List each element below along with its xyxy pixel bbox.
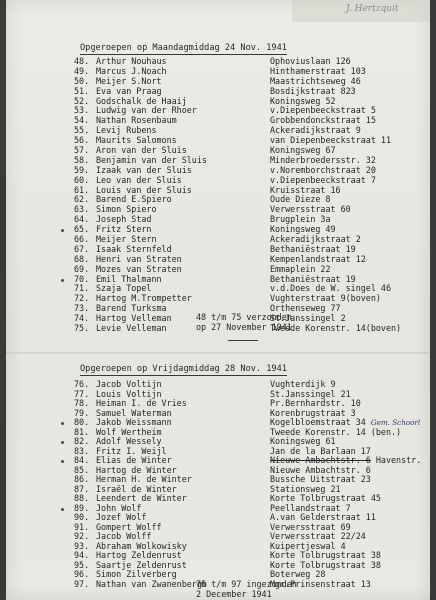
list-item <box>6 57 430 67</box>
address-text: Vughterstraat 9(boven) <box>270 293 381 304</box>
list-item <box>6 225 430 235</box>
address-text: Peellandstraat 7 <box>270 502 351 513</box>
entry-name: Aron van der Sluis <box>96 145 187 156</box>
entry-number: 71. <box>74 283 90 294</box>
entry-number: 64. <box>74 214 90 225</box>
address-text: Nieuwe Ambachtstr. 6 <box>270 464 371 475</box>
address-text: Jan de la Barlaan 17 <box>270 445 371 456</box>
entry-name: Hartog M.Trompetter <box>96 293 192 304</box>
address-text: v.d.Does de W. singel 46 <box>270 283 392 294</box>
entry-number: 56. <box>74 135 90 146</box>
address-text: A.van Gelderstraat 11 <box>270 512 376 522</box>
entry-name: Israël de Winter <box>96 483 177 494</box>
address-text: Tweede Korenstr. 14 (ben.) <box>270 426 402 437</box>
section1-note-1: 48 t/m 75 verzonden <box>196 312 292 322</box>
entry-name: Godschalk de Haaij <box>96 95 187 106</box>
margin-dot-mark <box>61 508 64 511</box>
address-text: Koningsweg 49 <box>270 224 336 235</box>
list-item <box>6 513 430 523</box>
list-item <box>6 67 430 77</box>
entry-name: Saartje Zeldenrust <box>96 559 187 570</box>
list-item <box>6 136 430 146</box>
list-item <box>6 523 430 533</box>
entry-number: 75. <box>74 323 90 334</box>
entry-name: Joseph Stad <box>96 214 152 225</box>
entry-name: Gompert Wolff <box>96 521 162 532</box>
entry-name: Louis van der Sluis <box>96 184 192 195</box>
entry-name: Wolf Wertheim <box>96 426 162 437</box>
entry-number: 57. <box>74 145 90 156</box>
entry-name: Herman H. de Winter <box>96 474 192 484</box>
entry-number: 94. <box>74 550 90 560</box>
entry-number: 50. <box>74 75 90 86</box>
address-text: Stationsweg 21 <box>270 483 341 494</box>
entry-number: 92. <box>74 531 90 541</box>
address-text: Ackeradijkstraat 9 <box>270 125 361 136</box>
entry-name: Barend Turksma <box>96 303 167 314</box>
entry-number: 68. <box>74 253 90 264</box>
list-item <box>6 235 430 245</box>
entry-name: Isaak Sternfeld <box>96 243 172 254</box>
entry-name: Samuel Waterman <box>96 407 172 418</box>
section1-list <box>6 57 430 334</box>
entry-number: 81. <box>74 426 90 437</box>
list-item <box>6 532 430 542</box>
address-text: Verwersstraat 22/24 <box>270 531 366 541</box>
entry-number: 53. <box>74 105 90 116</box>
entry-name: Adolf Wessely <box>96 436 162 446</box>
entry-name: Abraham Wolkowisky <box>96 540 187 551</box>
entry-name: Hartog Velleman <box>96 313 172 324</box>
entry-number: 55. <box>74 125 90 136</box>
entry-number: 97. <box>74 578 90 589</box>
list-item <box>6 428 430 438</box>
entry-number: 82. <box>74 436 90 446</box>
list-item <box>6 77 430 87</box>
margin-dot-mark <box>61 422 64 425</box>
entry-name: Elias de Winter <box>96 455 172 465</box>
entry-number: 90. <box>74 512 90 522</box>
entry-name: Nathan van Zwanenbergh <box>96 578 207 589</box>
entry-name: Fritz Stern <box>96 224 152 235</box>
entry-name: Szaja Topel <box>96 283 152 294</box>
address-text: Verwersstraat 60 <box>270 204 351 215</box>
entry-number: 95. <box>74 559 90 570</box>
struck-address: Nieuwe Ambachtstr. 6 <box>270 455 371 465</box>
entry-name: Mozes van Straten <box>96 263 182 274</box>
address-text: van Diepenbeeckstraat 11 <box>270 135 392 146</box>
entry-number: 93. <box>74 540 90 551</box>
margin-dot-mark <box>61 460 64 463</box>
address-text: Verwersstraat 69 <box>270 521 351 532</box>
address-text: Pr.Bernhardstr. 10 <box>270 398 361 408</box>
entry-number: 96. <box>74 569 90 579</box>
list-item <box>6 475 430 485</box>
list-item <box>6 186 430 196</box>
entry-name: John Wolf <box>96 502 142 513</box>
list-item <box>6 494 430 504</box>
entry-number: 67. <box>74 243 90 254</box>
entry-number: 88. <box>74 493 90 503</box>
entry-name: Heiman I. de Vries <box>96 398 187 408</box>
entry-number: 85. <box>74 464 90 475</box>
entry-name: Emil Thalmann <box>96 273 162 284</box>
list-item <box>6 255 430 265</box>
entry-number: 70. <box>74 273 90 284</box>
entry-number: 54. <box>74 115 90 126</box>
address-text: Boterweg 28 <box>270 569 326 579</box>
address-text: Bethaniëstraat 19 <box>270 243 356 254</box>
list-item <box>6 399 430 409</box>
entry-name: Ludwig van der Rhoer <box>96 105 197 116</box>
entry-name: Meijer S.Nort <box>96 75 162 86</box>
section1-heading: Opgeroepen op Maandagmiddag 24 Nov. 1941 <box>80 43 287 53</box>
handwritten-note: Gem. Schoorl <box>370 418 421 427</box>
entry-number: 66. <box>74 234 90 245</box>
address-text: v.Diepenbeeckstraat 5 <box>270 105 376 116</box>
entry-name: Arthur Nouhaus <box>96 56 167 66</box>
entry-number: 87. <box>74 483 90 494</box>
entry-name: Eva van Praag <box>96 85 162 96</box>
entry-name: Barend E.Spiero <box>96 194 172 205</box>
entry-name: Izaak van der Sluis <box>96 164 192 175</box>
margin-dot-mark <box>61 279 64 282</box>
entry-number: 69. <box>74 263 90 274</box>
entry-name: Leendert de Winter <box>96 493 187 503</box>
entry-number: 62. <box>74 194 90 205</box>
list-item <box>6 215 430 225</box>
address-text: Kempenlandstraat 12 <box>270 253 366 264</box>
list-item <box>6 380 430 390</box>
entry-number: 73. <box>74 303 90 314</box>
address-text: Korte Tolbrugstraat 38 <box>270 550 381 560</box>
entry-number: 79. <box>74 407 90 418</box>
entry-name: Levie Velleman <box>96 323 167 334</box>
address-text: Vughterdijk 9 <box>270 379 336 389</box>
entry-number: 84. <box>74 455 90 465</box>
entry-name: Simon Zilverberg <box>96 569 177 579</box>
address-text: Bethaniëstraat 19 <box>270 273 356 284</box>
address-text: v.Diepenbeeckstraat 7 <box>270 174 376 185</box>
entry-number: 78. <box>74 398 90 408</box>
address-text: Korte Tolbrugstraat 38 <box>270 559 381 570</box>
entry-name: Simon Spiero <box>96 204 157 215</box>
section2-note-2: 2 December 1941 <box>196 589 272 599</box>
entry-number: 74. <box>74 313 90 324</box>
margin-dot-mark <box>61 441 64 444</box>
list-item <box>6 176 430 186</box>
address-text: Ophoviuslaan 126 <box>270 56 351 66</box>
entry-name: Maurits Salomons <box>96 135 177 146</box>
entry-name: Jakob Weissmann <box>96 417 172 427</box>
address-text: v.Noremborchstraat 20 <box>270 164 376 175</box>
address-text: Koningsweg 52 <box>270 95 336 106</box>
list-item <box>6 245 430 255</box>
entry-name: Meijer Stern <box>96 234 157 245</box>
address-text: Grobbendonckstraat 15 <box>270 115 376 126</box>
entry-name: Henri van Straten <box>96 253 182 264</box>
address-text: Orthenseweg 77 <box>270 303 341 314</box>
entry-name: Louis Voltijn <box>96 388 162 399</box>
entry-number: 91. <box>74 521 90 532</box>
list-item <box>6 265 430 275</box>
address-text: Kogelbloemstraat 34 <box>270 417 366 427</box>
entry-number: 83. <box>74 445 90 456</box>
document-sheet <box>6 0 430 600</box>
address-text: Kuipertjeswal 4 <box>270 540 346 551</box>
list-item <box>6 205 430 215</box>
entry-name: Jacob Wolff <box>96 531 152 541</box>
address-text: Kruisstraat 16 <box>270 184 341 195</box>
margin-dot-mark <box>61 229 64 232</box>
list-item <box>6 561 430 571</box>
entry-number: 48. <box>74 56 90 66</box>
entry-number: 49. <box>74 65 90 76</box>
entry-name: Hartog Zeldenrust <box>96 550 182 560</box>
entry-number: 65. <box>74 224 90 235</box>
entry-name: Fritz I. Weijl <box>96 445 167 456</box>
entry-number: 52. <box>74 95 90 106</box>
list-item <box>6 294 430 304</box>
separator-line <box>228 340 258 341</box>
entry-name: Levij Rubens <box>96 125 157 136</box>
address-text: Emmaplein 22 <box>270 263 331 274</box>
entry-number: 80. <box>74 417 90 427</box>
entry-number: 89. <box>74 502 90 513</box>
address-text: Bosdijkstraat 823 <box>270 85 356 96</box>
entry-number: 59. <box>74 164 90 175</box>
entry-name: Benjamin van der Sluis <box>96 154 207 165</box>
entry-number: 63. <box>74 204 90 215</box>
address-text: Hinthamerstraat 103 <box>270 65 366 76</box>
address-text: Maastrichtseweg 46 <box>270 75 361 86</box>
section2-heading: Opgeroepen op Vrijdagmiddag 28 Nov. 1941 <box>80 364 287 374</box>
address-text: Bussche Uitstraat 23 <box>270 474 371 484</box>
section1-note-2: op 27 November 1941 <box>196 322 292 332</box>
entry-number: 61. <box>74 184 90 195</box>
entry-number: 51. <box>74 85 90 96</box>
entry-number: 58. <box>74 154 90 165</box>
entry-number: 72. <box>74 293 90 304</box>
entry-number: 86. <box>74 474 90 484</box>
entry-name: Nathan Rosenbaum <box>96 115 177 126</box>
section2-note-1: 76 t/m 97 ingezonden <box>196 579 297 589</box>
corrected-address: Havenstr. <box>375 455 422 465</box>
list-item <box>6 87 430 97</box>
entry-name: Leo van der Sluis <box>96 174 182 185</box>
address-text: St.Janssingel 21 <box>270 388 351 399</box>
address-text: Koningsweg 61 <box>270 436 336 446</box>
address-text: Oude Dieze 8 <box>270 194 331 205</box>
entry-name: Hartog de Winter <box>96 464 177 475</box>
list-item <box>6 390 430 400</box>
entry-name: Jozef Wolf <box>96 512 147 522</box>
entry-number: 60. <box>74 174 90 185</box>
list-item <box>6 195 430 205</box>
address-text: Koningsweg 67 <box>270 145 336 156</box>
section2-list <box>6 380 430 589</box>
entry-number: 76. <box>74 379 90 389</box>
entry-number: 77. <box>74 388 90 399</box>
entry-name: Jacob Voltijn <box>96 379 162 389</box>
address-text: Korte Tolbrugstraat 45 <box>270 493 381 503</box>
address-text: Ackeradijkstraat 2 <box>270 234 361 245</box>
entry-name: Marcus J.Noach <box>96 65 167 76</box>
address-text: Mgr.Prinsenstraat 13 <box>270 578 371 589</box>
paper-fold <box>6 352 430 354</box>
pencil-annotation: J. Hertzquit <box>346 4 399 14</box>
address-text: Tweede Korenstr. 14(boven) <box>270 323 402 334</box>
list-item <box>6 116 430 126</box>
address-text: St.Janssingel 2 <box>270 313 346 324</box>
address-text: Korenbrugstraat 3 <box>270 407 356 418</box>
address-text: Brugplein 3a <box>270 214 331 225</box>
address-text: Minderbroedersstr. 32 <box>270 154 376 165</box>
